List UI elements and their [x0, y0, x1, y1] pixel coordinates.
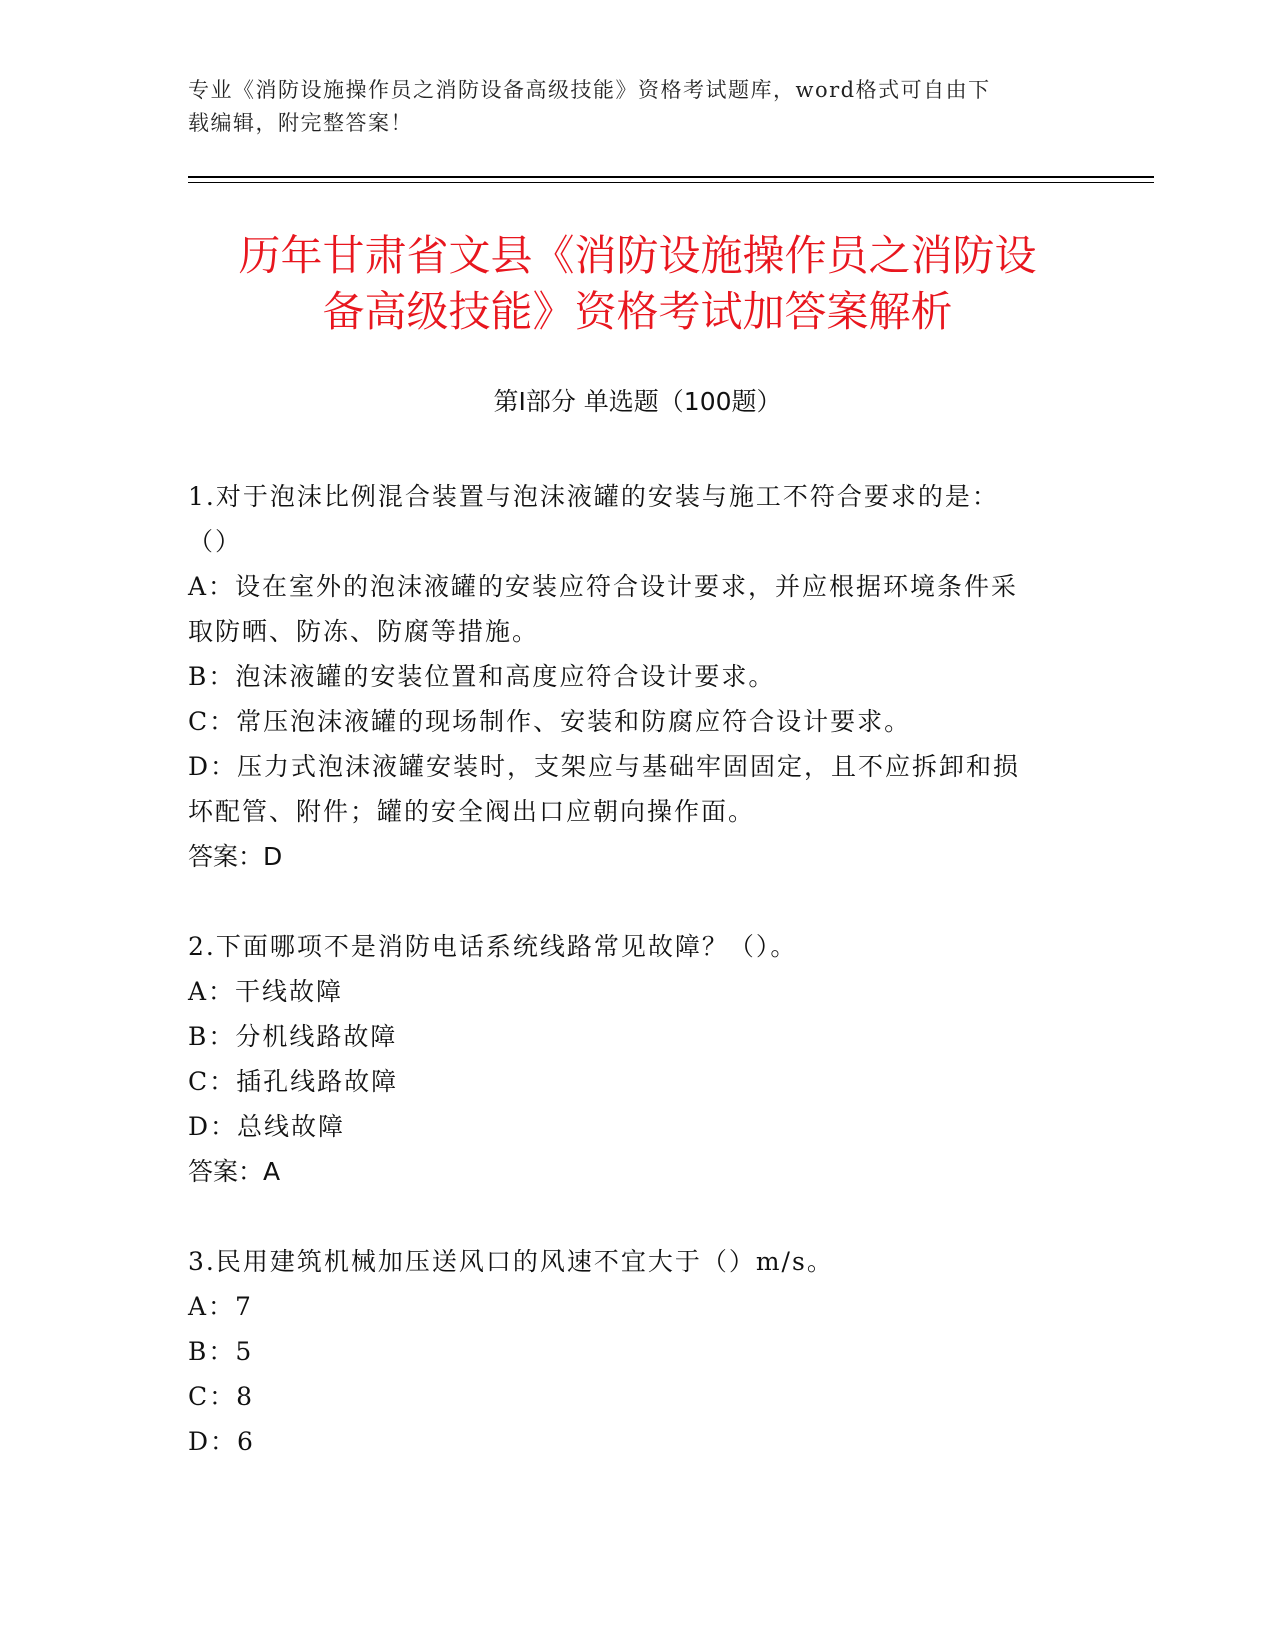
question-1-option-b: B：泡沫液罐的安装位置和高度应符合设计要求。 — [188, 662, 776, 691]
question-1-option-a-continued: 取防晒、防冻、防腐等措施。 — [188, 617, 540, 646]
question-2-option-a: A：干线故障 — [188, 977, 344, 1006]
question-1-answer: 答案：D — [188, 842, 283, 871]
header-note-line-1: 专业《消防设施操作员之消防设备高级技能》资格考试题库，word格式可自由下 — [188, 78, 991, 102]
header-divider-thick — [188, 176, 1154, 178]
document-title-line-2: 备高级技能》资格考试加答案解析 — [322, 287, 953, 336]
question-list — [188, 474, 1088, 1464]
question-2-answer: 答案：A — [188, 1157, 281, 1186]
question-1-stem-continued: （） — [188, 527, 243, 556]
question-3-stem: 3.民用建筑机械加压送风口的风速不宜大于（）m/s。 — [188, 1247, 834, 1276]
question-2-stem: 2.下面哪项不是消防电话系统线路常见故障？（）。 — [188, 932, 798, 961]
question-1-option-c: C：常压泡沫液罐的现场制作、安装和防腐应符合设计要求。 — [188, 707, 912, 736]
question-2-option-c: C：插孔线路故障 — [188, 1067, 399, 1096]
question-2 — [188, 924, 1088, 1194]
question-1-option-a: A：设在室外的泡沫液罐的安装应符合设计要求，并应根据环境条件采 — [188, 572, 1019, 601]
question-2-option-d: D：总线故障 — [188, 1112, 346, 1141]
document-title — [150, 228, 1125, 340]
question-1-stem: 1.对于泡沫比例混合装置与泡沫液罐的安装与施工不符合要求的是： — [188, 482, 999, 511]
question-1 — [188, 474, 1088, 879]
header-note — [188, 74, 1068, 140]
question-3-option-a: A：7 — [188, 1292, 253, 1321]
question-1-option-d-continued: 坏配管、附件；罐的安全阀出口应朝向操作面。 — [188, 797, 756, 826]
question-1-option-d: D：压力式泡沫液罐安装时，支架应与基础牢固固定，且不应拆卸和损 — [188, 752, 1021, 781]
header-note-line-2: 载编辑，附完整答案！ — [188, 111, 413, 135]
question-2-option-b: B：分机线路故障 — [188, 1022, 398, 1051]
question-spacer — [188, 879, 1088, 924]
document-title-line-1: 历年甘肃省文县《消防设施操作员之消防设 — [238, 231, 1037, 280]
section-heading: 第Ⅰ部分 单选题（100题） — [493, 387, 782, 416]
question-spacer — [188, 1194, 1088, 1239]
header-divider-thin — [188, 182, 1154, 183]
question-3-option-c: C：8 — [188, 1382, 255, 1411]
question-3-option-d: D：6 — [188, 1427, 255, 1456]
question-3-option-b: B：5 — [188, 1337, 254, 1366]
question-3 — [188, 1239, 1088, 1464]
